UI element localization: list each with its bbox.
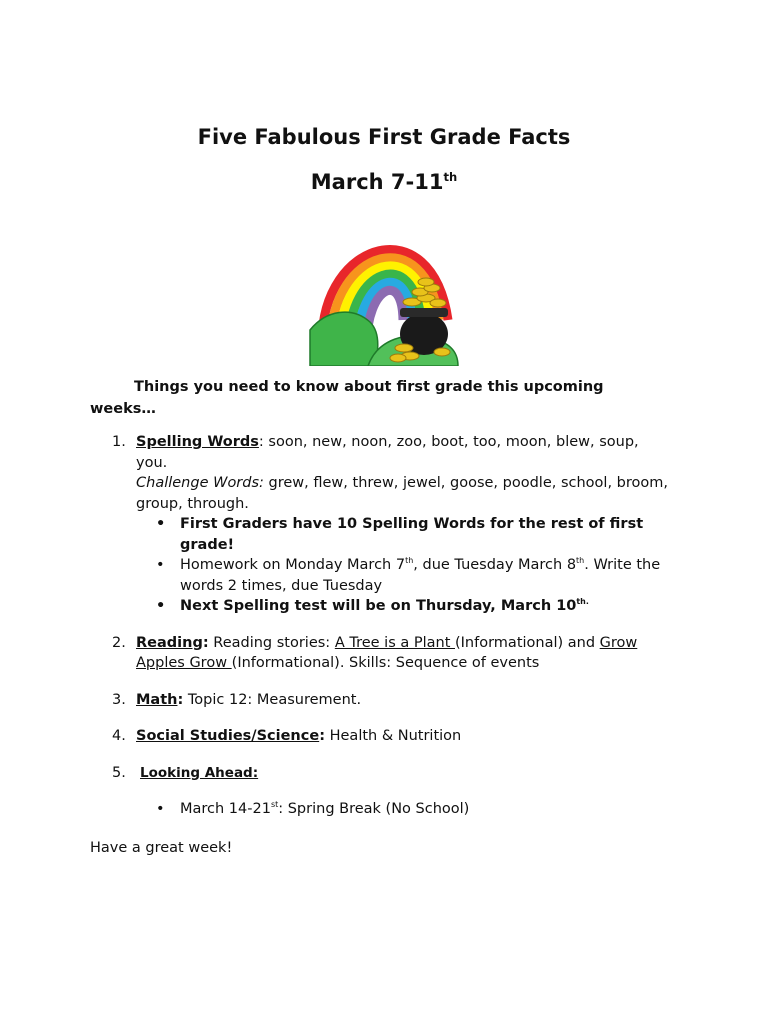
challenge-words: grew, flew, threw, jewel, goose, poodle, school, broom, group, through. (136, 475, 668, 512)
spring-break-bullet (136, 799, 668, 820)
spacer (112, 674, 668, 690)
list-number: 4. (112, 728, 126, 744)
reading-mid: (Informational) and (455, 634, 600, 651)
science-heading: Social Studies/Science (136, 728, 320, 744)
challenge-label: Challenge Words: (136, 475, 264, 491)
list-number: 5. (112, 764, 126, 781)
intro-paragraph: Things you need to know about first grade this upcoming weeks… (90, 379, 604, 417)
list-number: 1. (112, 434, 126, 450)
reading-lead: Reading stories: (208, 634, 335, 651)
week-date-text: March 7-11 (310, 170, 444, 194)
spelling-bullets (136, 514, 668, 617)
spacer (136, 783, 668, 799)
bullet-dot: • (156, 598, 166, 614)
science-colon: : (319, 728, 325, 744)
pot-rim (400, 308, 448, 317)
list-number: 2. (112, 634, 126, 651)
spelling-heading: Spelling Words (136, 434, 259, 450)
spelling-words: : soon, new, noon, zoo, boot, too, moon, blew, soup, you. (136, 434, 639, 471)
facts-list (112, 432, 668, 820)
book-title-1: A Tree is a Plant (334, 634, 455, 651)
newsletter-title: Five Fabulous First Grade Facts (197, 125, 571, 149)
list-item-reading (112, 633, 668, 674)
math-heading: Math (136, 691, 178, 708)
bullet-dot: • (156, 801, 165, 817)
spring-break-text: : Spring Break (No School) (278, 801, 470, 817)
reading-heading: Reading (136, 634, 203, 651)
spelling-bullet-1 (136, 514, 668, 555)
bullet-dot: • (156, 516, 166, 532)
reading-tail: (Informational). Skills: Sequence of events (231, 655, 540, 671)
math-text: Topic 12: Measurement. (183, 691, 362, 708)
science-text: Health & Nutrition (325, 728, 462, 744)
week-date-suffix: th (443, 170, 458, 184)
homework-sup-2: th (576, 556, 585, 566)
homework-text-c: . Write the words 2 times, due Tuesday (180, 557, 661, 594)
spring-break-date: March 14-21 (180, 801, 271, 817)
grass-hill-left (310, 312, 378, 366)
homework-text-b: , due Tuesday March 8 (413, 557, 577, 573)
math-colon: : (177, 691, 184, 708)
spring-break-sup: st (270, 800, 279, 810)
spacer (112, 617, 668, 633)
book-title-2: Grow Apples Grow (136, 634, 638, 671)
bullet-dot: • (156, 557, 165, 573)
spacer (112, 747, 668, 763)
homework-text-a: Homework on Monday March 7 (180, 557, 406, 573)
spelling-test-text: Next Spelling test will be on Thursday, March 10 (180, 598, 577, 614)
closing-line: Have a great week! (90, 840, 233, 856)
spacer (112, 710, 668, 726)
list-item-spelling (112, 432, 668, 617)
spelling-bullet-1-text: First Graders have 10 Spelling Words for the rest of first grade! (180, 516, 644, 553)
looking-ahead-heading: Looking Ahead: (140, 764, 259, 781)
spelling-test-sup: th. (576, 597, 589, 607)
list-item-science (112, 726, 668, 747)
looking-ahead-bullets (136, 799, 668, 820)
list-item-looking-ahead (112, 763, 668, 820)
spelling-bullet-3 (136, 596, 668, 617)
homework-sup-1: th (405, 556, 414, 566)
list-item-math (112, 690, 668, 711)
list-number: 3. (112, 691, 126, 708)
week-date (0, 168, 768, 196)
reading-colon: : (202, 634, 209, 651)
rainbow-pot-of-gold-illustration (308, 210, 460, 366)
spelling-bullet-2 (136, 555, 668, 596)
